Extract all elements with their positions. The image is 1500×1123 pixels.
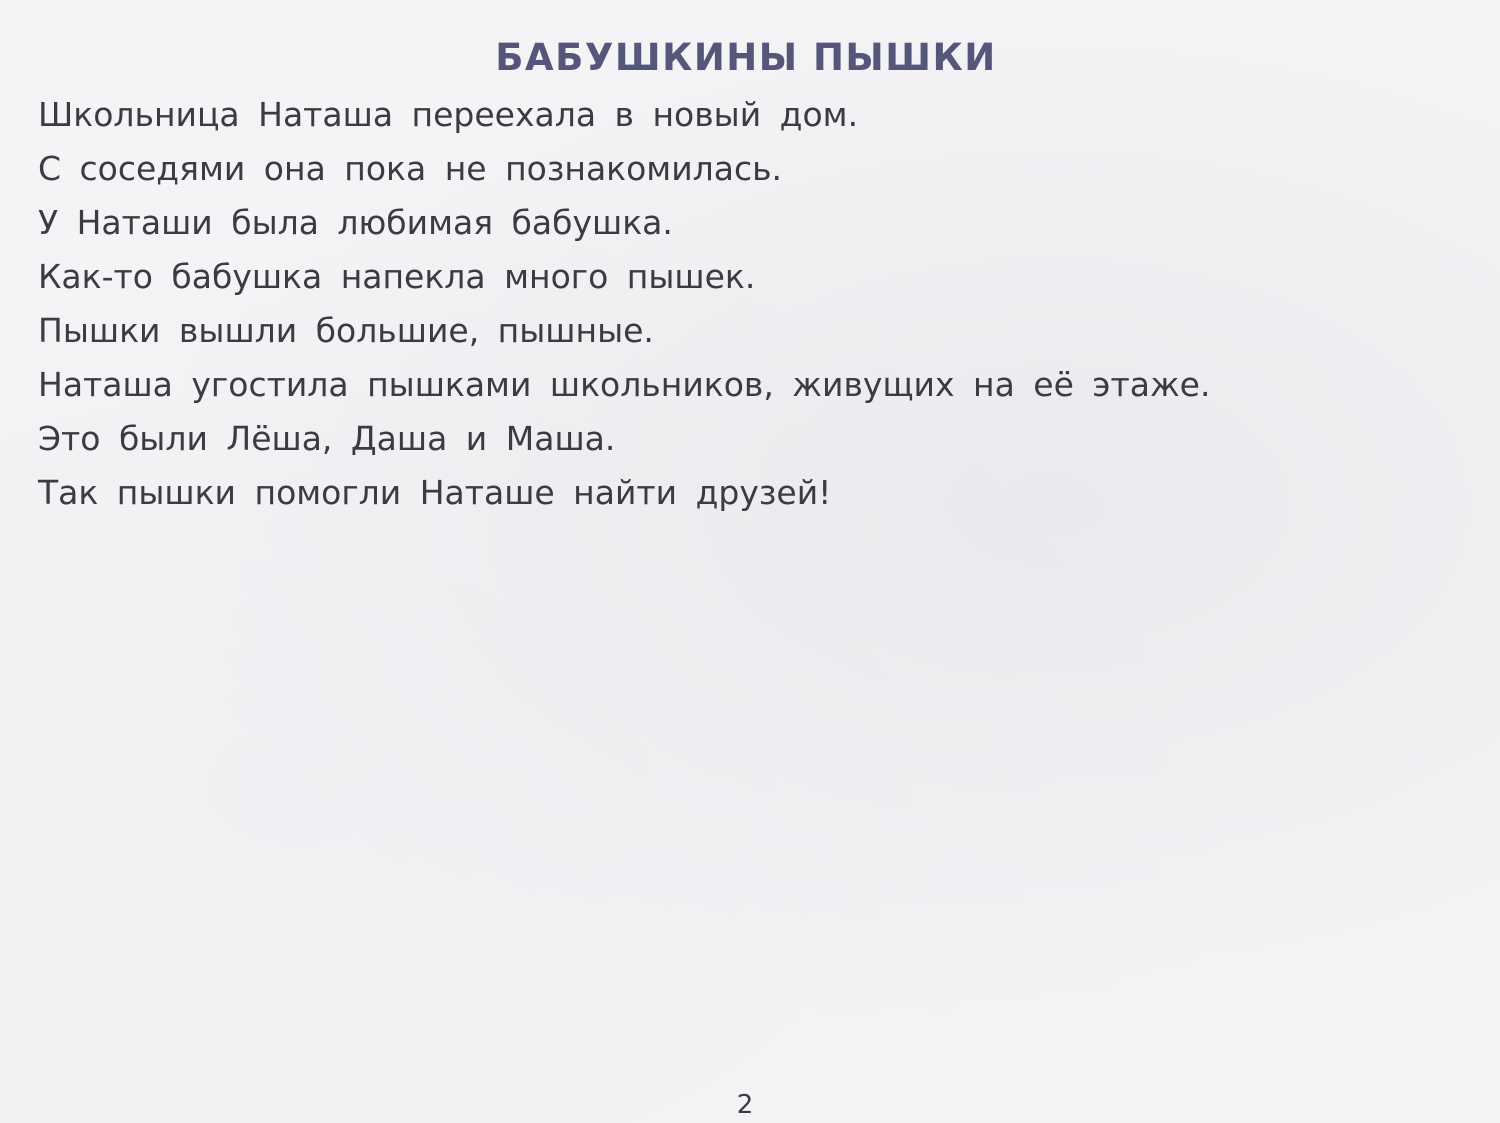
story-line: Как-то бабушка напекла много пышек. (38, 257, 756, 296)
story-line: Пышки вышли большие, пышные. (38, 311, 654, 350)
story-line: Это были Лёша, Даша и Маша. (38, 419, 616, 458)
story-line: У Наташи была любимая бабушка. (38, 203, 673, 242)
story-line: С соседями она пока не познакомилась. (38, 149, 783, 188)
story-title: БАБУШКИНЫ ПЫШКИ (495, 36, 997, 79)
story-line: Наташа угостила пышками школьников, живущих на её этаже. (38, 365, 1211, 404)
story-line: Так пышки помогли Наташе найти друзей! (38, 473, 832, 512)
page-number: 2 (736, 1090, 754, 1120)
story-text (38, 88, 1458, 520)
story-line: Школьница Наташа переехала в новый дом. (38, 95, 859, 134)
